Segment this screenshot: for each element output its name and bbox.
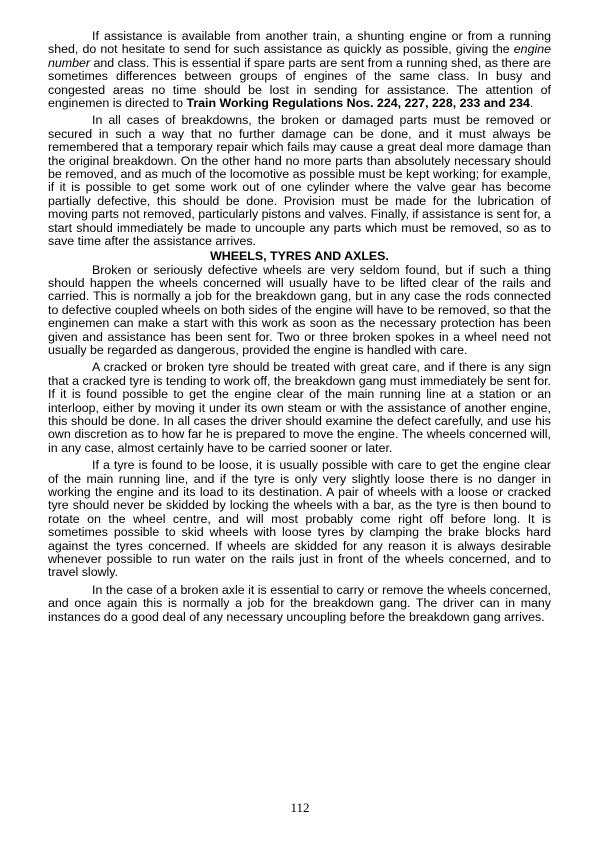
document-page [48,30,551,628]
page-number: 112 [290,800,310,815]
paragraph-assistance [48,30,551,110]
engine-number-emphasis: engine number [48,42,551,70]
paragraph-assistance-text-1: If assistance is available from another train, a shunting engine or from a running shed, do not hesitate to send for such assistance as quickly as possible, giving the [48,29,551,57]
paragraph-cracked-tyre: A cracked or broken tyre should be treated with great care, and if there is any sign that a cracked tyre is tending to work off, the breakdown gang must immediately be sent for. If it is found possible to get the engine clear of the main running line at a station or an interloop, either by moving it under its own steam or with the assistance of another engine, this should be done. In all cases the driver should examine the defect carefully, and use his own discretion as to how far he is prepared to move the engine. The wheels concerned will, in any case, almost certainly have to be carried sooner or later. [48,360,551,455]
regulations-reference: Train Working Regulations Nos. 224, 227, 228, 233 and 234 [186,96,530,111]
paragraph-loose-tyre: If a tyre is found to be loose, it is usually possible with care to get the engine clear of the main running line, and if the tyre is only very slightly loose there is no danger in working the engine and its load to its destination. A pair of wheels with a loose or cracked tyre should never be skidded by locking the wheels with a bar, as the tyre is then bound to rotate on the wheel centre, and will most probably come right off before long. It is sometimes possible to skid wheels with loose tyres by clamping the brake blocks hard against the tyres concerned. If wheels are skidded for any reason it is always desirable whenever possible to run water on the rails just in front of the wheels concerned, and to travel slowly. [48,458,551,580]
paragraph-assistance-text-3: . [529,96,534,111]
paragraph-wheels: Broken or seriously defective wheels are very seldom found, but if such a thing should happen the wheels concerned will usually have to be lifted clear of the rails and carried. This is normally a job for the breakdown gang, but in any case the rods connected to defective coupled wheels on both sides of the engine will have to be removed, so that the enginemen can make a start with this work as soon as the necessary protection has been given and assistance has been sent for. Two or three broken spokes in a wheel need not usually be regarded as dangerous, provided the engine is handled with care. [48,262,551,357]
paragraph-breakdowns: In all cases of breakdowns, the broken or damaged parts must be removed or secured in such a way that no further damage can be done, and it must always be remembered that a temporary repair which fails may cause a great deal more damage than the original breakdown. On the other hand no more parts than absolutely necessary should be removed, and as much of the locomotive as possible must be kept working; for example, if it is possible to get some work out of one cylinder where the valve gear has become partially defective, this should be done. Provision must be made for the lubrication of moving parts not removed, particularly pistons and valves. Finally, if assistance is sent for, a start should immediately be made to uncouple any parts which must be removed, so as to save time after the assistance arrives. [48,113,551,249]
paragraph-broken-axle: In the case of a broken axle it is essential to carry or remove the wheels concerned, and once again this is normally a job for the breakdown gang. The driver can in many instances do a good deal of any necessary uncoupling before the breakdown gang arrives. [48,582,551,624]
section-heading: WHEELS, TYRES AND AXLES. [210,248,389,263]
paragraph-assistance-text-2: and class. This is essential if spare parts are sent from a running shed, as there are sometimes differences between groups of engines of the same class. In busy and congested areas no time should be lost in sending for assistance. The attention of enginemen is directed to [48,55,551,111]
